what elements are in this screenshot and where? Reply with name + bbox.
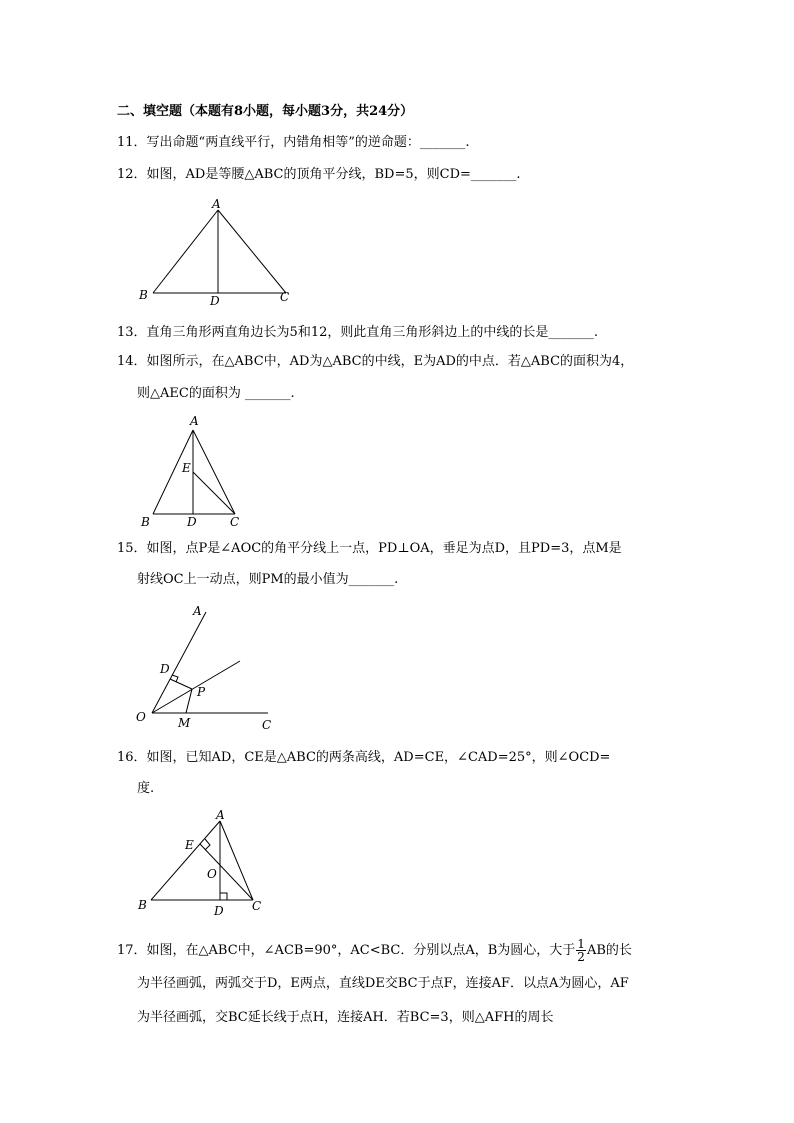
- label-a: A: [212, 197, 221, 211]
- side-ac: [220, 821, 253, 900]
- question-16-line-1: 16．如图，已知AD，CE是△ABC的两条高线，AD=CE，∠CAD=25°，则∠OCD=: [117, 750, 611, 765]
- question-15-line-2: 射线OC上一动点，则PM的最小值为_______.: [137, 572, 399, 587]
- question-17-line-1-end: AB的长: [586, 943, 632, 958]
- figure-q16: [130, 805, 275, 920]
- side-ab: [151, 821, 220, 900]
- question-14-line-2: 则△AEC的面积为 _______.: [137, 386, 295, 401]
- right-angle-mark-d: [220, 893, 227, 900]
- right-angle-mark-e: [205, 839, 210, 850]
- fraction-denominator: 2: [577, 950, 585, 964]
- question-17-line-2: 为半径画弧，两弧交于D，E两点，直线DE交BC于点F，连接AF．以点A为圆心，AF: [137, 976, 629, 991]
- label-a: A: [216, 808, 225, 822]
- segment-ec: [193, 472, 235, 514]
- figure-q14: [135, 410, 250, 532]
- label-a: A: [193, 604, 202, 618]
- label-o: O: [207, 867, 217, 881]
- fraction-numerator: 1: [577, 937, 585, 951]
- side-ab: [153, 210, 218, 293]
- label-b: B: [139, 288, 148, 302]
- label-e: E: [182, 461, 191, 475]
- label-e: E: [185, 838, 194, 852]
- question-14-line-1: 14．如图所示，在△ABC中，AD为△ABC的中线，E为AD的中点．若△ABC的面积为4，: [117, 354, 634, 369]
- question-17-line-1: [117, 938, 632, 963]
- section-title: 二、填空题（本题有8小题，每小题3分，共24分）: [117, 104, 414, 119]
- label-d: D: [160, 662, 170, 676]
- label-m: M: [178, 716, 191, 730]
- question-17-line-3: 为半径画弧，交BC延长线于点H，连接AH．若BC=3，则△AFH的周长: [137, 1010, 554, 1025]
- figure-q12: [130, 195, 300, 310]
- fraction-one-half: [576, 938, 586, 963]
- question-16-line-2: 度.: [137, 781, 155, 796]
- question-11: 11．写出命题“两直线平行，内错角相等”的逆命题：_______.: [117, 135, 470, 150]
- label-o: O: [136, 710, 146, 724]
- label-a: A: [190, 414, 199, 428]
- label-c: C: [280, 290, 290, 304]
- label-d: D: [187, 515, 197, 529]
- side-ac: [193, 430, 235, 514]
- label-b: B: [138, 898, 147, 912]
- label-c: C: [252, 899, 262, 913]
- label-c: C: [262, 718, 272, 732]
- side-ac: [218, 210, 286, 293]
- label-d: D: [214, 904, 224, 918]
- label-b: B: [141, 515, 150, 529]
- question-13: 13．直角三角形两直角边长为5和12，则此直角三角形斜边上的中线的长是_______.: [117, 325, 598, 340]
- question-17-line-1-start: 17．如图，在△ABC中，∠ACB=90°，AC<BC．分别以点A，B为圆心，大于: [117, 943, 576, 958]
- question-15-line-1: 15．如图，点P是∠AOC的角平分线上一点，PD⊥OA，垂足为点D，且PD=3，点M是: [117, 541, 622, 556]
- question-12: 12．如图，AD是等腰△ABC的顶角平分线，BD=5，则CD=_______.: [117, 167, 521, 182]
- figure-q15: [130, 595, 280, 735]
- label-c: C: [230, 515, 240, 529]
- label-d: D: [210, 294, 220, 308]
- segment-pd: [170, 679, 192, 689]
- label-p: P: [197, 685, 206, 699]
